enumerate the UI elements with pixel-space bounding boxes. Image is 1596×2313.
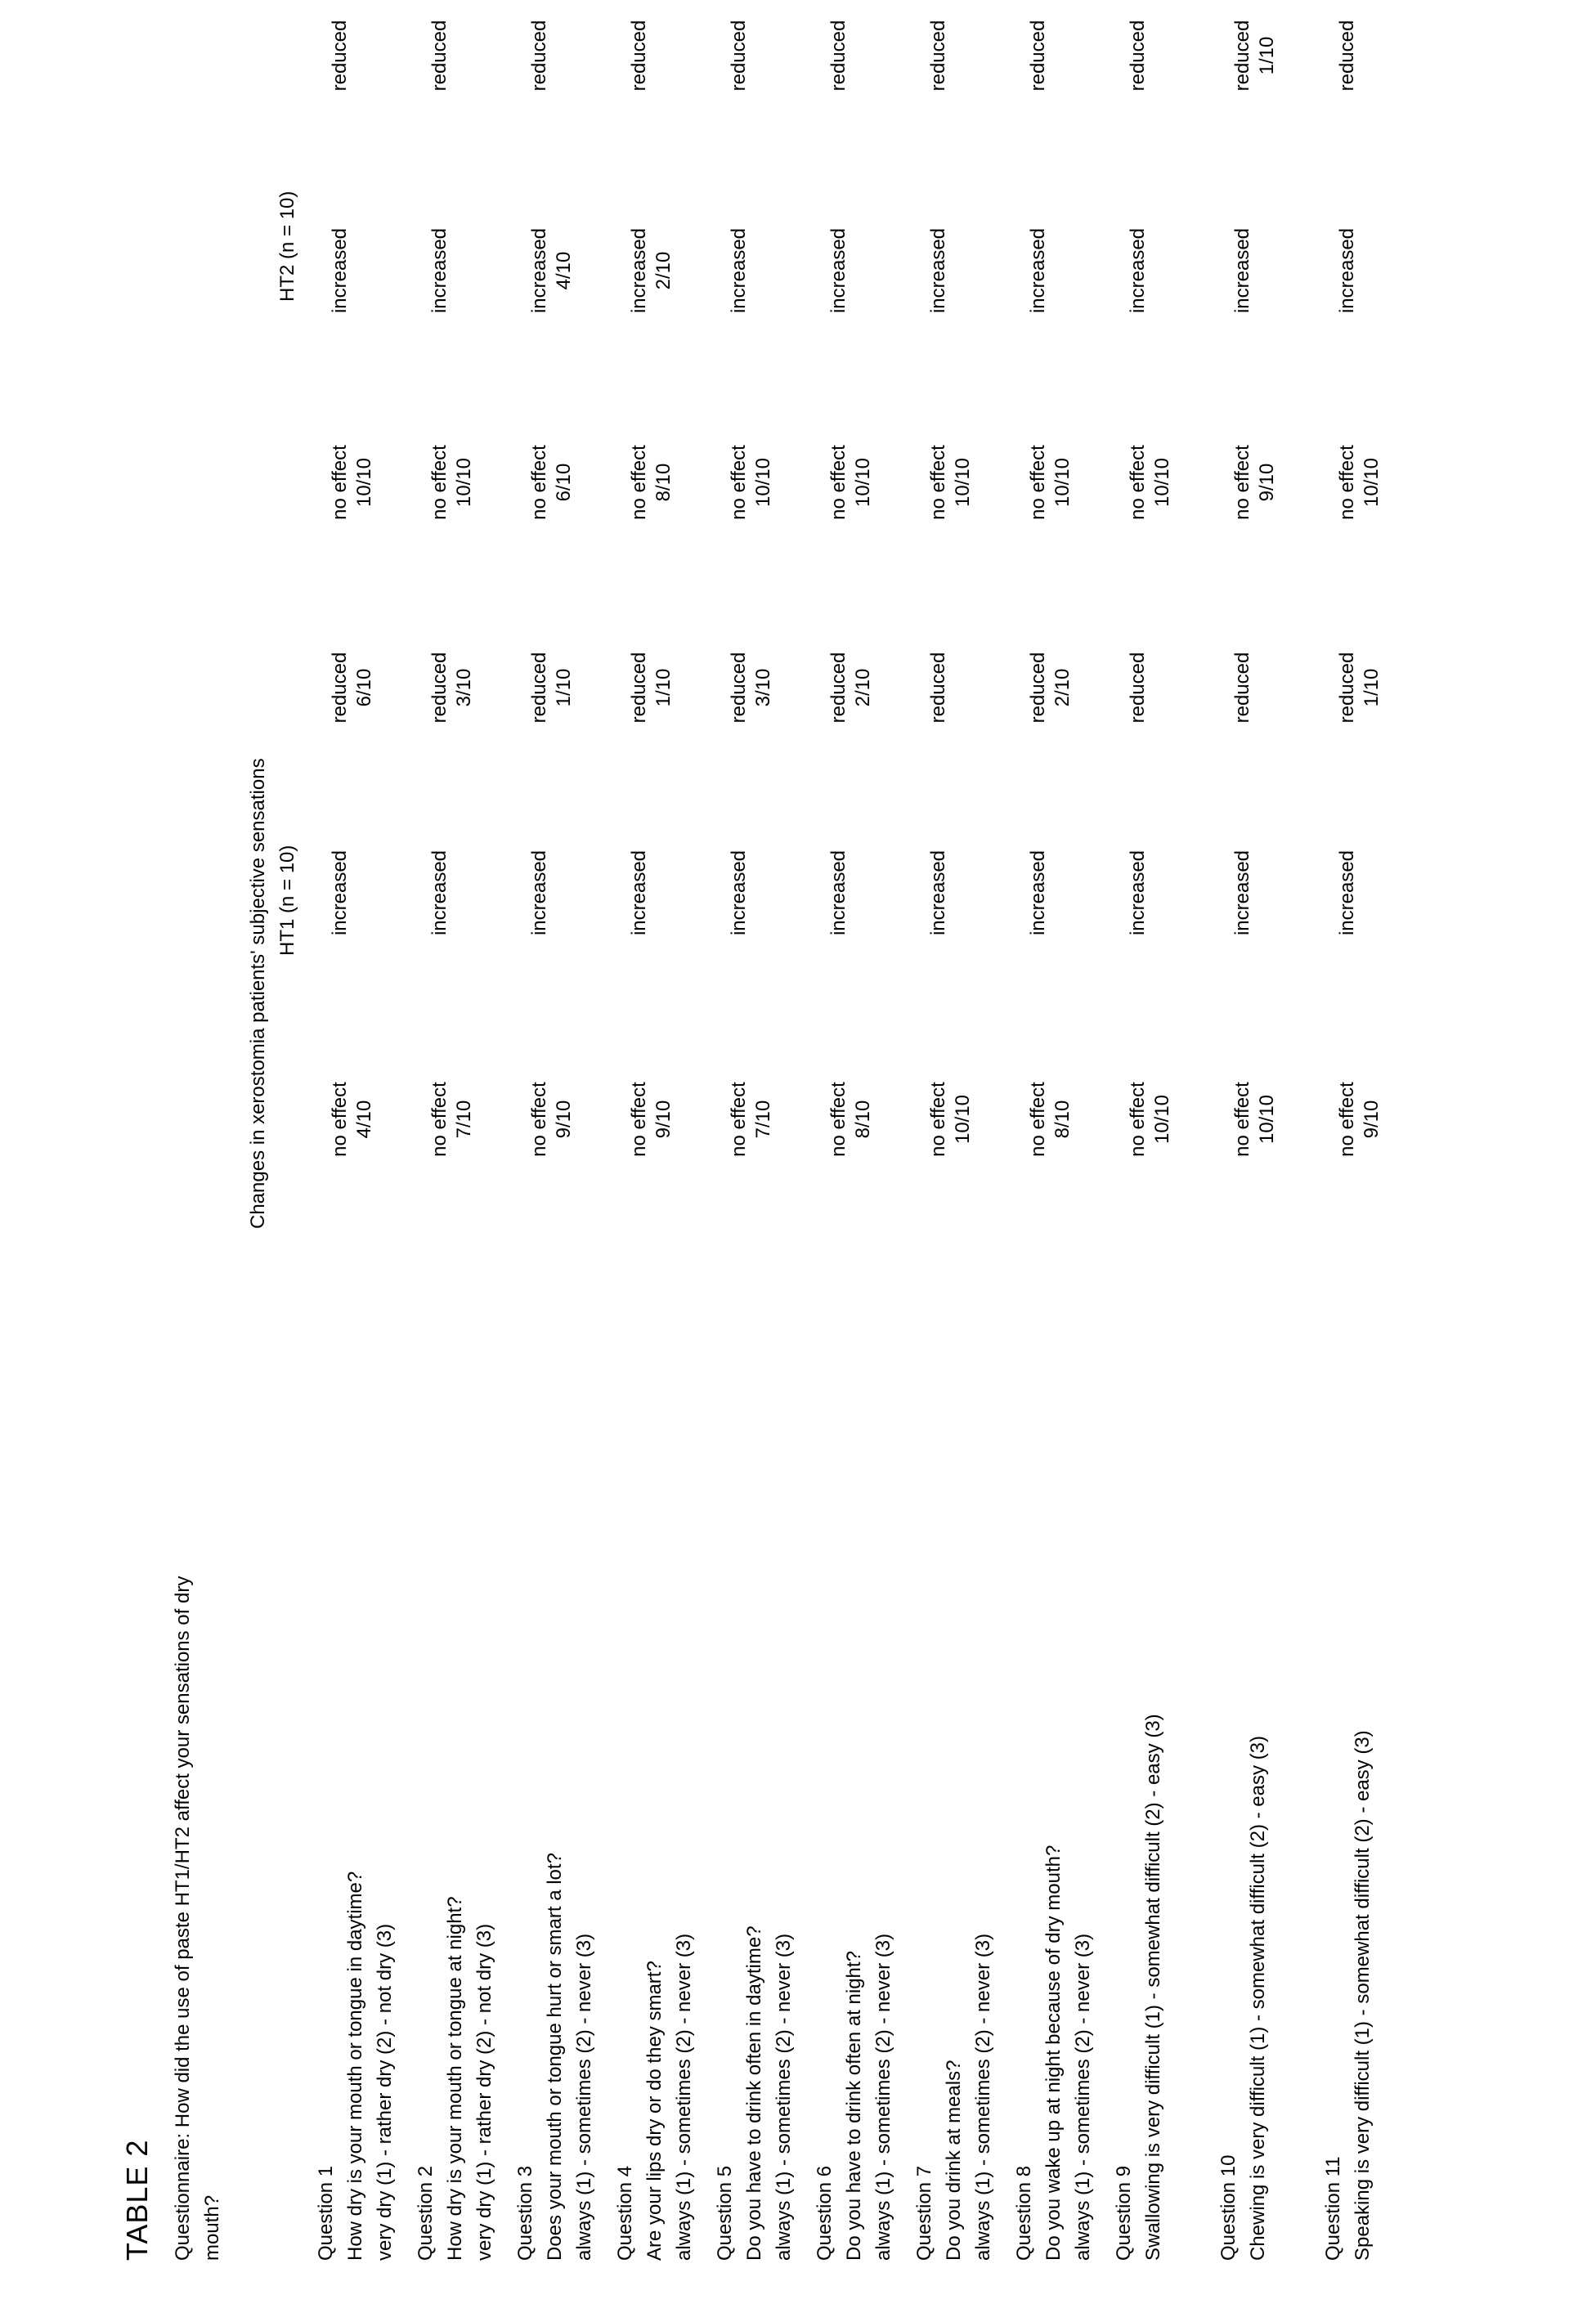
result-category: no effect	[1335, 401, 1360, 564]
ht1-result-cell	[727, 606, 776, 769]
ht2-result-cell	[328, 401, 377, 564]
result-category: no effect	[428, 401, 452, 564]
question-label: Question 11	[1319, 2156, 1348, 2261]
ht2-result-cell	[827, 0, 851, 137]
ht1-result-cell	[527, 1038, 576, 1201]
result-category: reduced	[1026, 0, 1051, 137]
result-count: 4/10	[552, 189, 576, 352]
question-label: Question 7	[910, 2166, 939, 2261]
result-count: 2/10	[652, 189, 676, 352]
result-category: increased	[1026, 811, 1051, 975]
ht1-result-cell	[428, 1038, 477, 1201]
result-category: no effect	[1026, 401, 1051, 564]
result-count: 10/10	[951, 1038, 975, 1201]
question-label: Question 9	[1110, 2166, 1139, 2261]
ht1-result-cell	[428, 811, 452, 975]
result-category: increased	[827, 811, 851, 975]
ht1-result-cell	[926, 811, 951, 975]
result-category: no effect	[827, 1038, 851, 1201]
result-category: reduced	[328, 0, 352, 137]
result-category: increased	[627, 811, 652, 975]
result-category: reduced	[827, 606, 851, 769]
result-category: no effect	[1026, 1038, 1051, 1201]
ht2-result-cell	[1335, 0, 1360, 137]
ht2-result-cell	[527, 189, 576, 352]
ht2-result-cell	[926, 0, 951, 137]
result-count: 4/10	[352, 1038, 377, 1201]
ht1-result-cell	[328, 1038, 377, 1201]
ht2-result-cell	[328, 189, 352, 352]
result-category: increased	[627, 189, 652, 352]
result-count: 10/10	[1150, 1038, 1175, 1201]
question-options: very dry (1) - rather dry (2) - not dry (3)	[370, 1924, 400, 2261]
result-count: 9/10	[1360, 1038, 1384, 1201]
result-count: 1/10	[1360, 606, 1384, 769]
result-count: 10/10	[1051, 401, 1075, 564]
ht1-result-cell	[1126, 606, 1150, 769]
ht2-result-cell	[727, 401, 776, 564]
result-category: no effect	[926, 1038, 951, 1201]
result-category: no effect	[1126, 401, 1150, 564]
result-count: 8/10	[851, 1038, 876, 1201]
result-category: reduced	[328, 606, 352, 769]
ht2-result-cell	[1231, 0, 1280, 137]
result-category: no effect	[727, 1038, 751, 1201]
result-category: reduced	[428, 0, 452, 137]
result-category: reduced	[1335, 0, 1360, 137]
ht2-result-cell	[1231, 189, 1255, 352]
result-category: reduced	[727, 0, 751, 137]
result-category: reduced	[1335, 606, 1360, 769]
ht2-result-cell	[1126, 189, 1150, 352]
ht1-result-cell	[827, 1038, 876, 1201]
result-category: increased	[827, 189, 851, 352]
result-category: increased	[1335, 189, 1360, 352]
result-count: 7/10	[452, 1038, 477, 1201]
ht2-result-cell	[527, 401, 576, 564]
ht1-result-cell	[1026, 811, 1051, 975]
question-options: always (1) - sometimes (2) - never (3)	[1069, 1934, 1098, 2261]
ht2-result-cell	[926, 401, 975, 564]
ht2-result-cell	[1335, 189, 1360, 352]
result-count: 10/10	[1255, 1038, 1280, 1201]
result-count: 10/10	[352, 401, 377, 564]
question-options: always (1) - sometimes (2) - never (3)	[570, 1934, 599, 2261]
result-category: increased	[1335, 811, 1360, 975]
ht1-result-cell	[627, 606, 676, 769]
result-category: no effect	[1126, 1038, 1150, 1201]
ht1-result-cell	[1335, 811, 1360, 975]
result-category: no effect	[428, 1038, 452, 1201]
ht1-result-cell	[827, 811, 851, 975]
ht1-result-cell	[328, 811, 352, 975]
result-category: reduced	[1126, 606, 1150, 769]
ht1-result-cell	[926, 606, 951, 769]
question-text: Do you wake up at night because of dry mouth?	[1039, 1845, 1069, 2261]
result-category: increased	[428, 811, 452, 975]
question-options: very dry (1) - rather dry (2) - not dry (3)	[470, 1924, 500, 2261]
question-text: Do you have to drink often in daytime?	[740, 1925, 769, 2261]
ht2-result-cell	[1026, 189, 1051, 352]
question-label: Question 10	[1214, 2155, 1244, 2261]
result-category: increased	[527, 189, 552, 352]
ht2-result-cell	[428, 401, 477, 564]
ht1-result-cell	[627, 811, 652, 975]
result-count: 9/10	[652, 1038, 676, 1201]
result-category: increased	[428, 189, 452, 352]
ht2-result-cell	[527, 0, 552, 137]
ht2-result-cell	[827, 189, 851, 352]
ht1-result-cell	[428, 606, 477, 769]
result-count: 6/10	[352, 606, 377, 769]
ht1-result-cell	[527, 606, 576, 769]
result-category: increased	[926, 811, 951, 975]
result-count: 1/10	[652, 606, 676, 769]
ht1-result-cell	[1026, 606, 1075, 769]
result-category: no effect	[527, 401, 552, 564]
result-category: reduced	[627, 0, 652, 137]
result-count: 3/10	[751, 606, 776, 769]
question-text: Do you drink at meals?	[939, 2060, 969, 2261]
result-category: no effect	[1335, 1038, 1360, 1201]
ht2-result-cell	[428, 0, 452, 137]
ht2-result-cell	[428, 189, 452, 352]
ht1-result-cell	[627, 1038, 676, 1201]
header-ht2: HT2 (n = 10)	[273, 191, 303, 302]
result-count: 6/10	[552, 401, 576, 564]
ht1-result-cell	[1231, 1038, 1280, 1201]
question-options: always (1) - sometimes (2) - never (3)	[869, 1934, 899, 2261]
header-changes: Changes in xerostomia patients' subjective sensations	[244, 758, 273, 1229]
ht1-result-cell	[527, 811, 552, 975]
question-label: Question 8	[1010, 2166, 1039, 2261]
result-category: reduced	[1231, 606, 1255, 769]
result-category: no effect	[328, 401, 352, 564]
ht2-result-cell	[1026, 401, 1075, 564]
result-category: increased	[727, 189, 751, 352]
result-category: no effect	[827, 401, 851, 564]
ht2-result-cell	[328, 0, 352, 137]
result-count: 8/10	[1051, 1038, 1075, 1201]
question-label: Question 1	[312, 2166, 341, 2261]
result-category: reduced	[1026, 606, 1051, 769]
result-category: increased	[527, 811, 552, 975]
ht2-result-cell	[627, 189, 676, 352]
result-category: increased	[1026, 189, 1051, 352]
result-count: 10/10	[452, 401, 477, 564]
ht1-result-cell	[1231, 606, 1255, 769]
ht2-result-cell	[627, 0, 652, 137]
question-label: Question 6	[810, 2166, 840, 2261]
result-category: no effect	[1231, 401, 1255, 564]
ht1-result-cell	[1026, 1038, 1075, 1201]
result-category: increased	[727, 811, 751, 975]
result-category: increased	[1126, 811, 1150, 975]
ht1-result-cell	[1231, 811, 1255, 975]
result-category: no effect	[1231, 1038, 1255, 1201]
result-category: reduced	[926, 0, 951, 137]
result-category: no effect	[926, 401, 951, 564]
ht2-result-cell	[1231, 401, 1280, 564]
ht2-result-cell	[1026, 0, 1051, 137]
question-text: Speaking is very difficult (1) - somewhat difficult (2) - easy (3)	[1348, 1730, 1378, 2261]
question-text: How dry is your mouth or tongue at night?	[441, 1896, 470, 2261]
result-count: 7/10	[751, 1038, 776, 1201]
ht2-result-cell	[1126, 401, 1175, 564]
question-options: always (1) - sometimes (2) - never (3)	[969, 1934, 998, 2261]
question-text: Does your mouth or tongue hurt or smart a lot?	[540, 1853, 570, 2261]
result-category: reduced	[926, 606, 951, 769]
result-count: 8/10	[652, 401, 676, 564]
rotated-table-page	[0, 0, 1596, 2313]
ht1-result-cell	[827, 606, 876, 769]
result-category: increased	[1231, 811, 1255, 975]
result-category: reduced	[827, 0, 851, 137]
result-category: increased	[328, 189, 352, 352]
question-label: Question 2	[411, 2166, 441, 2261]
result-category: reduced	[527, 0, 552, 137]
result-category: reduced	[627, 606, 652, 769]
ht2-result-cell	[926, 189, 951, 352]
ht2-result-cell	[1335, 401, 1384, 564]
result-count: 2/10	[851, 606, 876, 769]
result-count: 10/10	[951, 401, 975, 564]
table-title: TABLE 2	[123, 2140, 152, 2261]
ht1-result-cell	[328, 606, 377, 769]
question-options: always (1) - sometimes (2) - never (3)	[670, 1934, 699, 2261]
ht1-result-cell	[1335, 1038, 1384, 1201]
result-count: 10/10	[851, 401, 876, 564]
result-count: 10/10	[1360, 401, 1384, 564]
question-label: Question 5	[711, 2166, 740, 2261]
questionnaire-line-1: Questionnaire: How did the use of paste HT1/HT2 affect your sensations of dry	[168, 1576, 198, 2261]
question-text: Swallowing is very difficult (1) - somewhat difficult (2) - easy (3)	[1139, 1714, 1168, 2261]
result-category: no effect	[627, 401, 652, 564]
ht1-result-cell	[1335, 606, 1384, 769]
ht1-result-cell	[1126, 1038, 1175, 1201]
ht1-result-cell	[727, 811, 751, 975]
ht2-result-cell	[627, 401, 676, 564]
result-count: 2/10	[1051, 606, 1075, 769]
question-text: Chewing is very difficult (1) - somewhat difficult (2) - easy (3)	[1244, 1736, 1273, 2261]
question-label: Question 3	[511, 2166, 540, 2261]
ht2-result-cell	[727, 189, 751, 352]
ht2-result-cell	[1126, 0, 1150, 137]
result-category: increased	[1126, 189, 1150, 352]
result-category: no effect	[627, 1038, 652, 1201]
question-label: Question 4	[611, 2166, 640, 2261]
result-category: no effect	[527, 1038, 552, 1201]
result-category: reduced	[428, 606, 452, 769]
ht1-result-cell	[1126, 811, 1150, 975]
ht2-result-cell	[727, 0, 751, 137]
result-count: 9/10	[1255, 401, 1280, 564]
result-category: reduced	[1126, 0, 1150, 137]
result-category: increased	[1231, 189, 1255, 352]
result-category: reduced	[527, 606, 552, 769]
ht1-result-cell	[926, 1038, 975, 1201]
result-category: increased	[926, 189, 951, 352]
question-options: always (1) - sometimes (2) - never (3)	[769, 1934, 799, 2261]
ht2-result-cell	[827, 401, 876, 564]
result-category: reduced	[727, 606, 751, 769]
result-category: reduced	[1231, 0, 1255, 137]
question-text: Are your lips dry or do they smart?	[640, 1961, 670, 2261]
question-text: How dry is your mouth or tongue in daytime?	[341, 1871, 370, 2261]
result-count: 3/10	[452, 606, 477, 769]
result-count: 10/10	[751, 401, 776, 564]
ht1-result-cell	[727, 1038, 776, 1201]
result-count: 10/10	[1150, 401, 1175, 564]
header-ht1: HT1 (n = 10)	[273, 845, 303, 956]
result-count: 1/10	[552, 606, 576, 769]
result-count: 9/10	[552, 1038, 576, 1201]
questionnaire-line-2: mouth?	[198, 2195, 227, 2261]
result-category: no effect	[328, 1038, 352, 1201]
result-category: no effect	[727, 401, 751, 564]
result-category: increased	[328, 811, 352, 975]
question-text: Do you have to drink often at night?	[840, 1951, 869, 2261]
result-count: 1/10	[1255, 0, 1280, 137]
